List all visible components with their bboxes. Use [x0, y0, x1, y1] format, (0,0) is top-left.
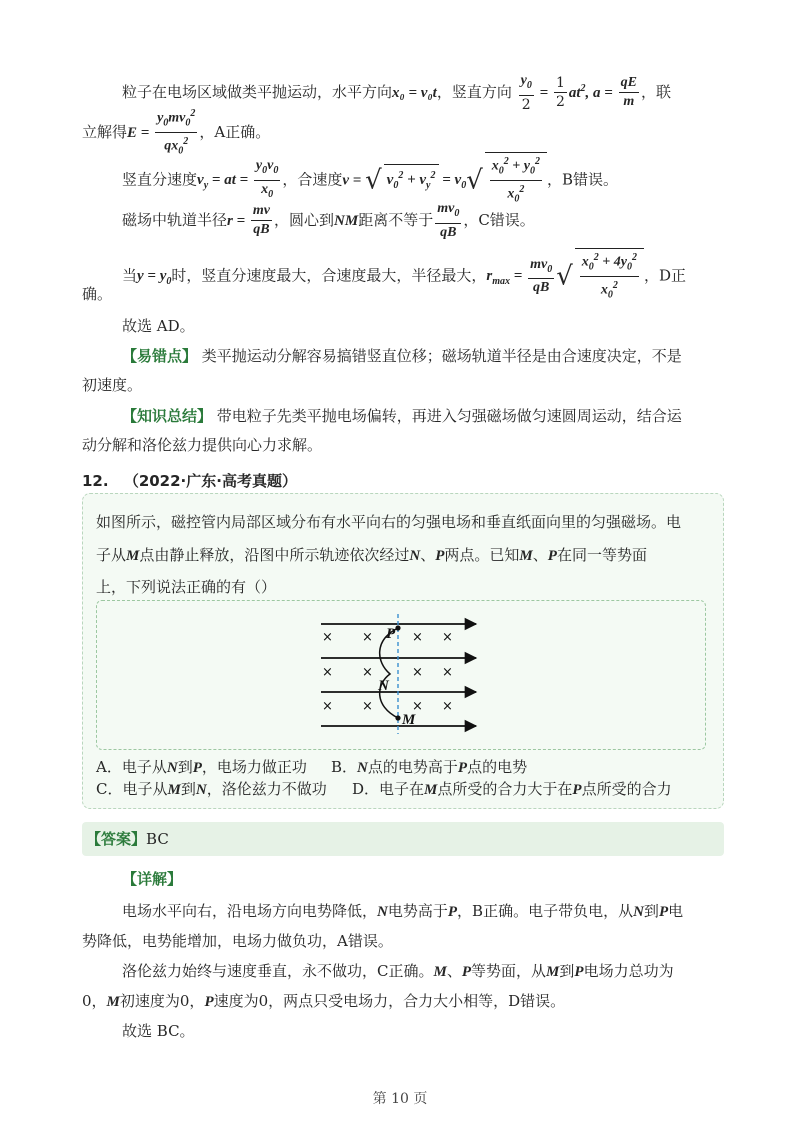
cross: ×: [442, 665, 453, 680]
option-D[interactable]: D．电子在M点所受的合力大于在P点所受的合力: [352, 780, 672, 798]
error-point-tag: 【易错点】: [122, 347, 198, 365]
question-source: （2022·广东·高考真题）: [123, 472, 297, 490]
option-A[interactable]: A．电子从N到P，电场力做正功: [96, 758, 307, 776]
answer-value: BC: [146, 830, 169, 848]
fraction-y0-over-2: $\frac{y_0}{2}$: [520, 73, 532, 113]
label-P: P: [386, 626, 396, 642]
point-P: [395, 625, 400, 630]
cross: ×: [412, 630, 423, 645]
question-stem-1: 如图所示，磁控管内局部区域分布有水平向右的匀强电场和垂直纸面向里的匀强磁场。电: [96, 513, 682, 531]
knowledge-summary-tag: 【知识总结】: [122, 407, 213, 425]
question-stem-3: 上，下列说法正确的有（）: [96, 578, 277, 596]
cross: ×: [442, 699, 453, 714]
detail-line-2: 势降低，电势能增加，电场力做负功，A错误。: [82, 932, 393, 950]
solution-line-6: 确。: [82, 285, 113, 303]
question-header: [82, 470, 297, 492]
detail-line-4: 0，M初速度为0，P速度为0，两点只受电场力，合力大小相等，D错误。: [82, 992, 566, 1010]
solution-line-3: 竖直分速度$v_y$ = at = $\frac{y_0v_0}{x_0}$ ，合速度v = √ $v_0^2 + v_y^2 = v_0√$ $\frac{x_0^2 + y_0^2}{x_0^2}$ ，B错误。: [122, 152, 618, 209]
solution-line-4: 磁场中轨道半径r = $\frac{mv}{qB}$ ，圆心到NM距离不等于 $\frac{mv_0}{qB}$ ，C错误。: [122, 201, 535, 240]
answer-bar: [82, 822, 724, 856]
answer-line: [86, 828, 169, 850]
cross: ×: [362, 699, 373, 714]
page-number: 第 10 页: [372, 1091, 428, 1107]
detail-choice: 故选 BC。: [122, 1022, 195, 1040]
magnetron-figure: [316, 610, 486, 740]
question-number: 12.: [82, 472, 109, 490]
cross: ×: [412, 665, 423, 680]
cross: ×: [362, 630, 373, 645]
math-x0-eq: x₀ = v₀t: [392, 84, 437, 101]
knowledge-summary: 【知识总结】 带电粒子先类平抛电场偏转，再进入匀强磁场做匀速圆周运动，结合运: [122, 407, 682, 425]
solution-line-2: 立解得E = $\frac{y_0mv_0^2}{qx_0^2}$ ，A正确。: [82, 105, 270, 161]
knowledge-summary-cont: 动分解和洛伦兹力提供向心力求解。: [82, 436, 323, 454]
cross: ×: [322, 665, 333, 680]
label-M: M: [402, 712, 416, 728]
error-point: 【易错点】 类平抛运动分解容易搞错竖直位移；磁场轨道半径是由合速度决定，不是: [122, 347, 682, 365]
solution-choice: 故选 AD。: [122, 317, 195, 335]
detail-line-1: 电场水平向右，沿电场方向电势降低，N电势高于P，B正确。电子带负电，从N到P电: [122, 902, 684, 920]
point-M: [395, 715, 400, 720]
answer-label: 【答案】: [86, 830, 147, 848]
solution-line-1: 粒子在电场区域做类平抛运动，水平方向x₀ = v₀t，竖直方向 $\frac{y_0}{2}$ = $\frac{1}{2}$ $at^2$, a = $\frac{qE}{m}$ ，联: [122, 73, 671, 113]
fraction-E: $\frac{y_0mv_0^2}{qx_0^2}$: [155, 105, 197, 161]
cross: ×: [412, 699, 423, 714]
option-C[interactable]: C．电子从M到N，洛伦兹力不做功: [96, 780, 327, 798]
label-N: N: [378, 678, 389, 694]
cross: ×: [322, 630, 333, 645]
cross: ×: [442, 630, 453, 645]
cross: ×: [322, 699, 333, 714]
option-B[interactable]: B．N点的电势高于P点的电势: [331, 758, 528, 776]
question-stem-2: 子从M点由静止释放，沿图中所示轨迹依次经过N、P两点。已知M、P在同一等势面: [96, 546, 647, 564]
detail-line-3: 洛伦兹力始终与速度垂直，永不做功，C正确。M、P等势面，从M到P电场力总功为: [122, 962, 674, 980]
cross: ×: [362, 665, 373, 680]
error-point-cont: 初速度。: [82, 376, 143, 394]
solution-line-5: 当$y = y_0$时，竖直分速度最大，合速度最大，半径最大，$r_{max}$ = $\frac{mv_0}{qB}$ √ $\frac{x_0^2 + 4y_0^2}{x_0^2}$ ，D正: [122, 248, 686, 305]
detail-label: 【详解】: [122, 870, 183, 888]
